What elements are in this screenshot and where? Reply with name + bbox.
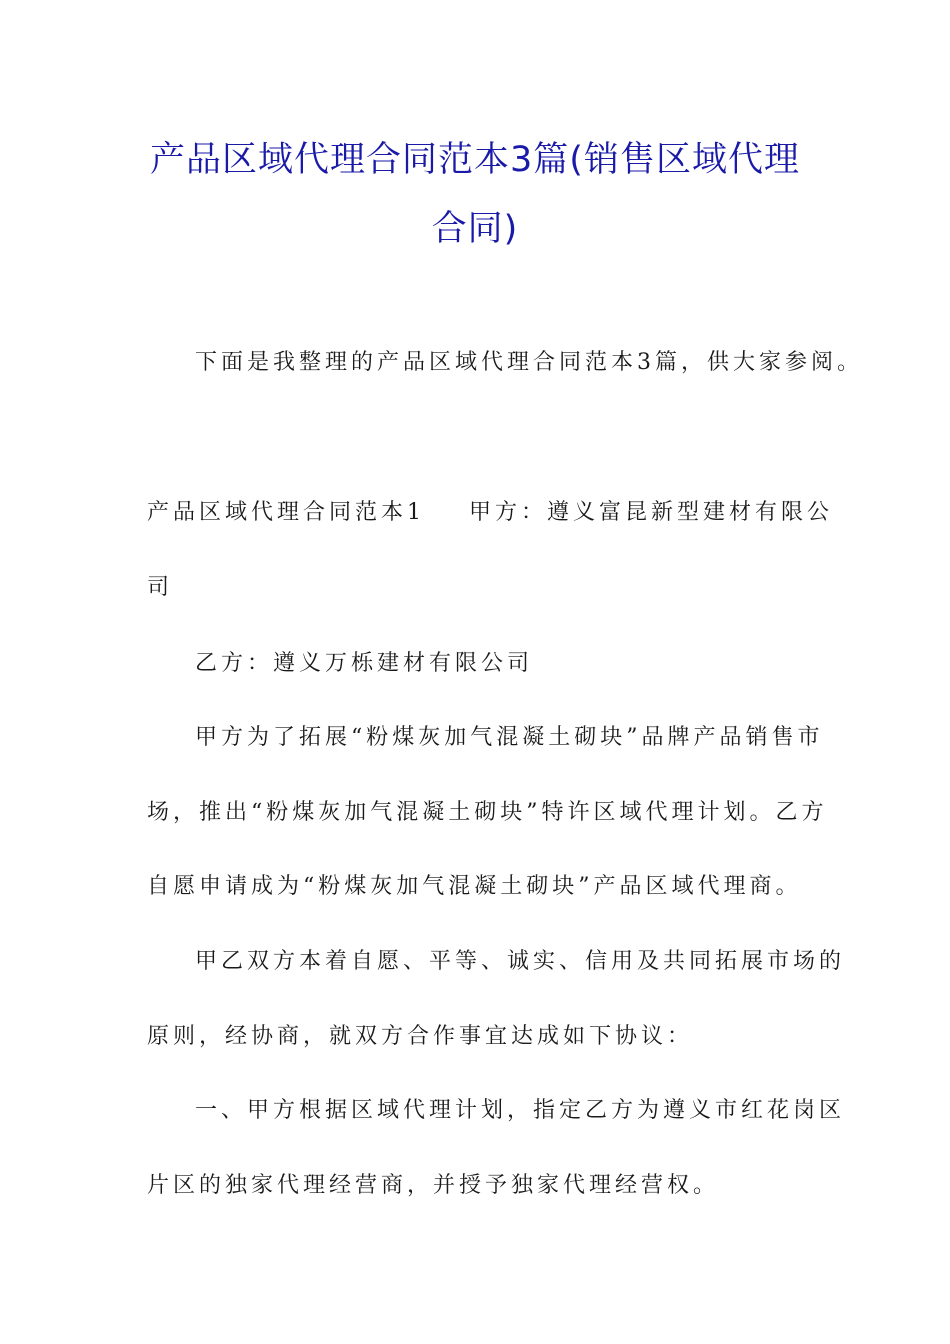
paragraph-1-line-2: 场，推出“粉煤灰加气混凝土砌块”特许区域代理计划。乙方 <box>147 800 828 825</box>
section-1-heading-line <box>147 495 833 526</box>
party-a-continuation: 司 <box>147 575 174 600</box>
paragraph-2-line-1: 甲乙双方本着自愿、平等、诚实、信用及共同拓展市场的 <box>195 949 846 974</box>
party-a-text: 甲方：遵义富昆新型建材有限公 <box>469 500 834 525</box>
paragraph-3-line-1: 一、甲方根据区域代理计划，指定乙方为遵义市红花岗区 <box>195 1098 846 1123</box>
paragraph-1-line-1: 甲方为了拓展“粉煤灰加气混凝土砌块”品牌产品销售市 <box>195 725 824 750</box>
document-title-line-1: 产品区域代理合同范本3篇(销售区域代理 <box>150 140 800 180</box>
paragraph-3-line-2: 片区的独家代理经营商，并授予独家代理经营权。 <box>147 1173 720 1198</box>
party-b-line: 乙方：遵义万栎建材有限公司 <box>195 651 534 676</box>
paragraph-2-line-2: 原则，经协商，就双方合作事宜达成如下协议： <box>147 1024 694 1049</box>
section-1-heading: 产品区域代理合同范本1 <box>147 500 425 525</box>
document-title-line-2: 合同) <box>431 209 519 249</box>
paragraph-1-line-3: 自愿申请成为“粉煤灰加气混凝土砌块”产品区域代理商。 <box>147 874 802 899</box>
intro-paragraph: 下面是我整理的产品区域代理合同范本3篇，供大家参阅。 <box>195 350 863 375</box>
